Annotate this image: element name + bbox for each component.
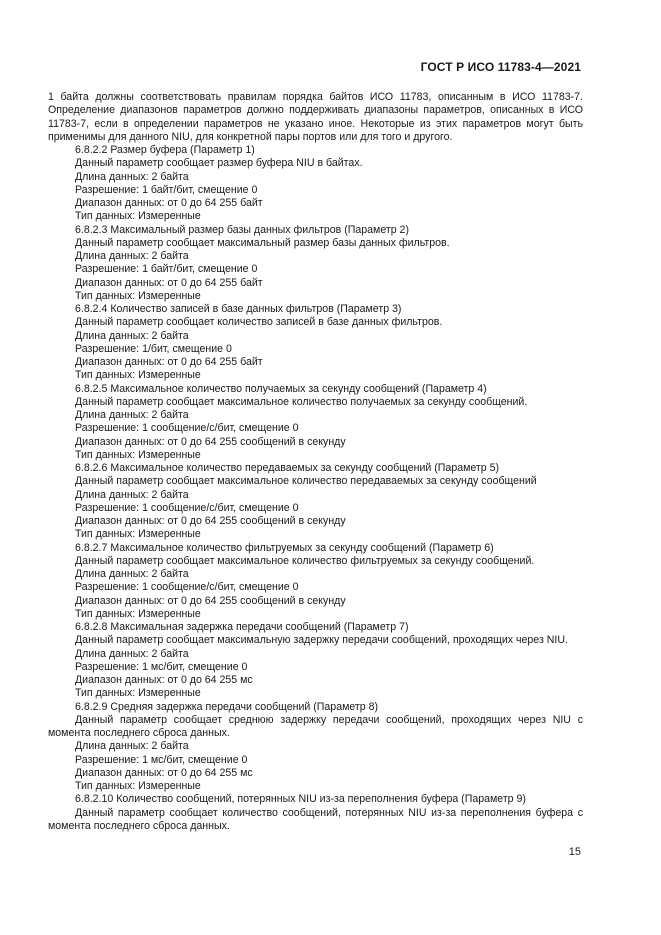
text-line: 6.8.2.4 Количество записей в базе данных фильтров (Параметр 3) [75,303,402,315]
text-line: Тип данных: Измеренные [75,210,201,223]
text-line: Разрешение: 1 мс/бит, смещение 0 [75,660,248,673]
text-line: Тип данных: Измеренные [75,528,201,541]
text-line: Данный параметр сообщает максимальное количество получаемых за секунду сообщений. [75,395,528,408]
text-line: Данный параметр сообщает максимальное количество фильтруемых за секунду сообщений. [75,554,535,567]
text-line: 6.8.2.7 Максимальное количество фильтруемых за секунду сообщений (Параметр 6) [75,541,494,554]
document-body [48,91,583,833]
text-line: 6.8.2.9 Средняя задержка передачи сообщений (Параметр 8) [75,700,379,713]
lost-messages-paragraph: Данный параметр сообщает количество сообщений, потерянных NIU из-за переполнения буфера с момента последнего сброса данных. [48,806,583,832]
text-line: 6.8.2.10 Количество сообщений, потерянных NIU из-за переполнения буфера (Параметр 9) [75,793,526,806]
text-line: Диапазон данных: от 0 до 64 255 сообщений в секунду [75,594,346,607]
text-line: 6.8.2.3 Максимальный размер базы данных фильтров (Параметр 2) [75,223,409,236]
text-line: Длина данных: 2 байта [75,329,189,342]
text-line: Диапазон данных: от 0 до 64 255 байт [75,276,263,289]
text-line: Длина данных: 2 байта [75,170,189,183]
intro-paragraph: 1 байта должны соответствовать правилам порядка байтов ИСО 11783, описанным в ИСО 11783-7. Определение диапазонов параметров должно поддерживать диапазоны параметров, описанных в ИСО 11783-7, если в определении параметров не указано иное. Некоторые из этих параметров могут быть применимы для данного NIU, для конкретной пары портов или для того и другого. [48,91,583,143]
text-line: Тип данных: Измеренные [75,289,201,302]
avg-delay-paragraph: Данный параметр сообщает среднюю задержку передачи сообщений, проходящих через NIU с момента последнего сброса данных. [48,713,583,739]
text-line: Тип данных: Измеренные [75,448,201,461]
text-line: Разрешение: 1 байт/бит, смещение 0 [75,263,258,276]
text-line: Длина данных: 2 байта [75,740,189,753]
text-line: Диапазон данных: от 0 до 64 255 мс [75,766,253,779]
text-line: Разрешение: 1/бит, смещение 0 [75,342,232,355]
text-line: Данный параметр сообщает количество записей в базе данных фильтров. [75,316,443,329]
text-line: Разрешение: 1 сообщение/с/бит, смещение 0 [75,422,299,435]
text-line: Длина данных: 2 байта [75,409,189,421]
text-line: Диапазон данных: от 0 до 64 255 сообщений в секунду [75,435,346,448]
page-number: 15 [568,846,581,858]
text-line: 6.8.2.2 Размер буфера (Параметр 1) [75,144,255,156]
text-line: Диапазон данных: от 0 до 64 255 сообщений в секунду [75,515,346,527]
text-line: Разрешение: 1 байт/бит, смещение 0 [75,183,258,196]
text-line: Разрешение: 1 сообщение/с/бит, смещение 0 [75,581,299,594]
text-line: Тип данных: Измеренные [75,687,201,700]
text-line: Данный параметр сообщает максимальное количество передаваемых за секунду сообщений [75,475,537,488]
text-line: Длина данных: 2 байта [75,647,189,660]
text-line: Диапазон данных: от 0 до 64 255 байт [75,197,263,209]
text-line: 6.8.2.5 Максимальное количество получаемых за секунду сообщений (Параметр 4) [75,382,487,395]
text-line: Разрешение: 1 сообщение/с/бит, смещение 0 [75,501,299,514]
text-line: Разрешение: 1 мс/бит, смещение 0 [75,753,248,766]
text-line: Тип данных: Измеренные [75,369,201,382]
text-line: Длина данных: 2 байта [75,568,189,580]
text-line: Диапазон данных: от 0 до 64 255 байт [75,356,263,368]
document-header: ГОСТ Р ИСО 11783-4—2021 [420,60,581,74]
text-line: Длина данных: 2 байта [75,488,189,501]
text-line: 6.8.2.6 Максимальное количество передаваемых за секунду сообщений (Параметр 5) [75,462,500,474]
parameter-list-1 [48,144,583,714]
text-line: Тип данных: Измеренные [75,607,201,620]
text-line: 6.8.2.8 Максимальная задержка передачи сообщений (Параметр 7) [75,621,409,633]
text-line: Данный параметр сообщает размер буфера NIU в байтах. [75,157,363,170]
text-line: Данный параметр сообщает максимальный размер базы данных фильтров. [75,236,450,249]
text-line: Длина данных: 2 байта [75,250,189,262]
text-line: Тип данных: Измеренные [75,780,201,792]
text-line: Данный параметр сообщает максимальную задержку передачи сообщений, проходящих через NIU. [75,634,568,647]
parameter-list-2 [48,740,583,806]
text-line: Диапазон данных: от 0 до 64 255 мс [75,674,253,686]
